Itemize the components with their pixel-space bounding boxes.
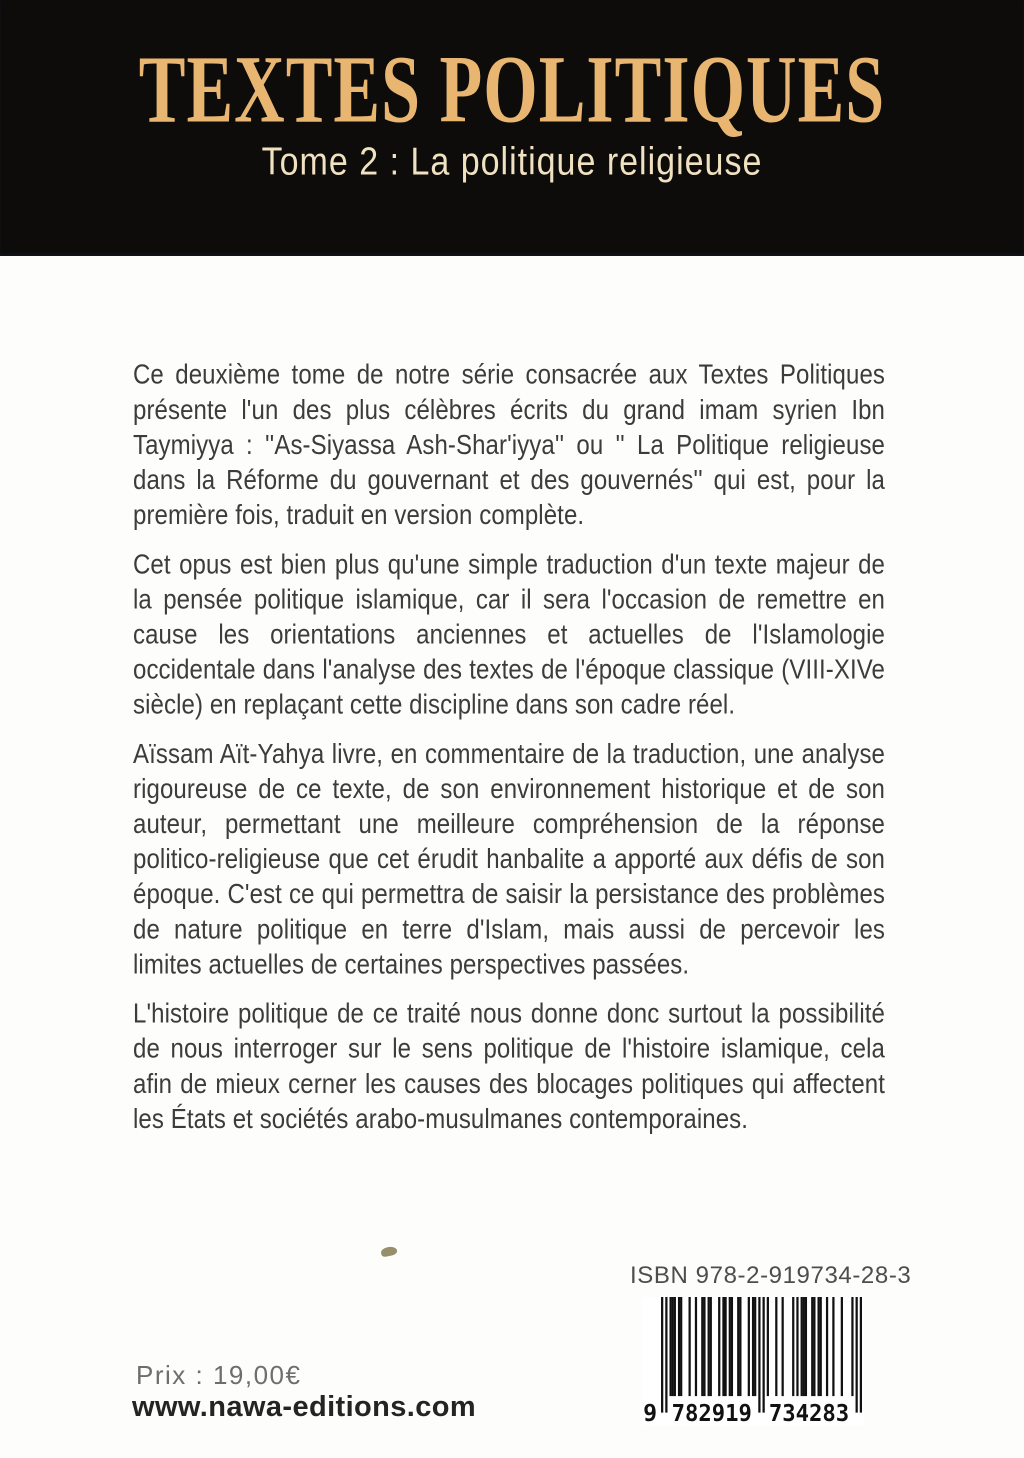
price-label: Prix : 19,00€ (136, 1360, 302, 1390)
synopsis (133, 358, 885, 1151)
header-band (0, 0, 1024, 256)
svg-text:734283: 734283 (768, 1401, 850, 1425)
barcode-bars (661, 1297, 862, 1413)
synopsis-paragraph-1: Ce deuxième tome de notre série consacrée aux Textes Politiques présente l'un des plus célèbres écrits du grand imam syrien Ibn Taymiyya : ''As-Siyassa Ash-Shar'iyya'' ou '' La Politique religieuse dans la Réforme du gouvernant et des gouvernés'' qui est, pour la première fois, traduit en version complète. (133, 359, 885, 532)
book-title: TEXTES POLITIQUES (138, 37, 886, 144)
ink-speck (380, 1245, 398, 1257)
synopsis-paragraph-3: Aïssam Aït-Yahya livre, en commentaire de la traduction, une analyse rigoureuse de ce texte, de son environnement historique et de son auteur, permettant une meilleure compréhension de la réponse politico-religieuse que cet érudit hanbalite a apporté aux défis de son époque. C'est ce qui permettra de saisir la persistance des problèmes de nature politique en terre d'Islam, mais aussi de percevoir les limites actuelles de certaines perspectives passées. (133, 738, 885, 981)
synopsis-paragraph-4: L'histoire politique de ce traité nous donne donc surtout la possibilité de nous interroger sur le sens politique de l'histoire islamique, cela afin de mieux cerner les causes des blocages politiques qui affectent les États et sociétés arabo-musulmanes contemporaines. (133, 997, 885, 1135)
publisher-website: www.nawa-editions.com (132, 1391, 477, 1423)
barcode-digits (643, 1401, 849, 1425)
ean13-barcode (642, 1297, 864, 1425)
svg-text:782919: 782919 (671, 1401, 752, 1425)
isbn-label: ISBN 978-2-919734-28-3 (630, 1262, 912, 1289)
synopsis-paragraph-2: Cet opus est bien plus qu'une simple traduction d'un texte majeur de la pensée politique islamique, car il sera l'occasion de remettre en cause les orientations anciennes et actuelles de l'Islamologie occidentale dans l'analyse des textes de l'époque classique (VIII-XIVe siècle) en replaçant cette discipline dans son cadre réel. (133, 548, 885, 721)
svg-text:9: 9 (643, 1401, 658, 1425)
book-subtitle: Tome 2 : La politique religieuse (261, 140, 763, 184)
